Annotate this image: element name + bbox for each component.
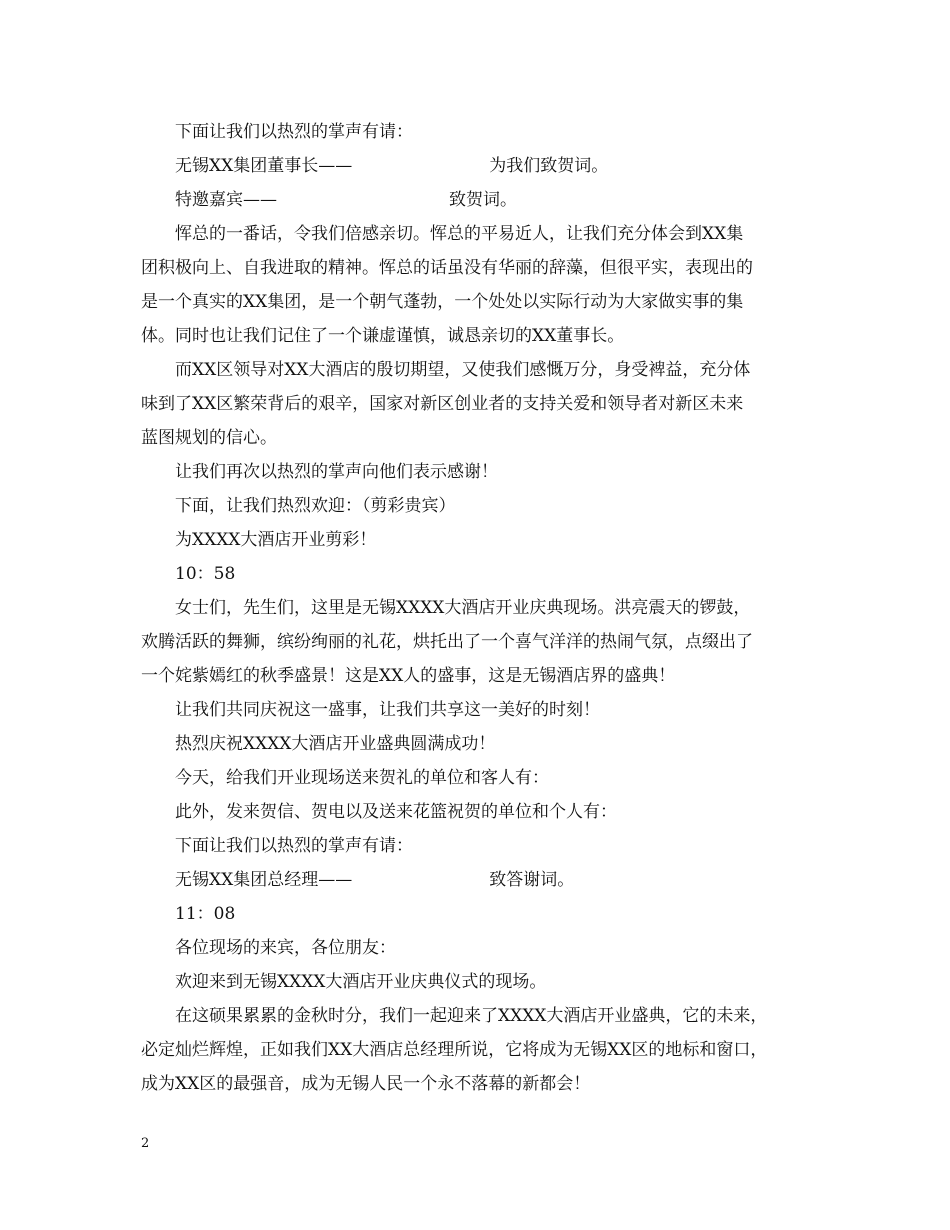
paragraph-line: 今天，给我们开业现场送来贺礼的单位和客人有： — [175, 768, 549, 788]
paragraph-line: 欢腾活跃的舞狮，缤纷绚丽的礼花，烘托出了一个喜气洋洋的热闹气氛，点缀出了 — [141, 632, 753, 652]
paragraph-line: 欢迎来到无锡XXXX大酒店开业庆典仪式的现场。 — [175, 972, 547, 992]
paragraph-line: 女士们，先生们，这里是无锡XXXX大酒店开业庆典现场。洪亮震天的锣鼓， — [175, 598, 751, 618]
paragraph-line: 在这硕果累累的金秋时分，我们一起迎来了XXXX大酒店开业盛典，它的未来， — [175, 1006, 768, 1026]
paragraph-line: 必定灿烂辉煌，正如我们XX大酒店总经理所说，它将成为无锡XX区的地标和窗口， — [141, 1040, 768, 1060]
paragraph-line: 一个姹紫嫣红的秋季盛景！这是XX人的盛事，这是无锡酒店界的盛典！ — [141, 666, 676, 686]
paragraph-line: 特邀嘉宾—— 致贺词。 — [175, 190, 517, 210]
paragraph-line: 是一个真实的XX集团，是一个朝气蓬勃，一个处处以实际行动为大家做实事的集 — [141, 292, 744, 312]
paragraph-line: 团积极向上、自我进取的精神。恽总的话虽没有华丽的辞藻，但很平实，表现出的 — [141, 258, 753, 278]
paragraph-line: 无锡XX集团董事长—— 为我们致贺词。 — [175, 156, 609, 176]
timestamp-line: 10：58 — [175, 564, 236, 584]
paragraph-line: 而XX区领导对XX大酒店的殷切期望，又使我们感慨万分，身受裨益，充分体 — [175, 360, 751, 380]
paragraph-line: 热烈庆祝XXXX大酒店开业盛典圆满成功！ — [175, 734, 496, 754]
paragraph-line: 下面让我们以热烈的掌声有请： — [175, 836, 413, 856]
timestamp-line: 11：08 — [175, 904, 236, 924]
paragraph-line: 下面让我们以热烈的掌声有请： — [175, 122, 413, 142]
paragraph-line: 为XXXX大酒店开业剪彩！ — [175, 530, 377, 550]
paragraph-line: 下面，让我们热烈欢迎：（剪彩贵宾） — [175, 496, 456, 516]
paragraph-line: 味到了XX区繁荣背后的艰辛，国家对新区创业者的支持关爱和领导者对新区未来 — [141, 394, 744, 414]
guest-title: 特邀嘉宾—— — [175, 190, 277, 210]
paragraph-line: 成为XX区的最强音，成为无锡人民一个永不落幕的新都会！ — [141, 1074, 591, 1094]
page-number: 2 — [141, 1136, 150, 1151]
paragraph-line: 让我们共同庆祝这一盛事，让我们共享这一美好的时刻！ — [175, 700, 600, 720]
paragraph-line: 无锡XX集团总经理—— 致答谢词。 — [175, 870, 575, 890]
paragraph-line: 恽总的一番话，令我们倍感亲切。恽总的平易近人，让我们充分体会到XX集 — [175, 224, 744, 244]
paragraph-line: 此外，发来贺信、贺电以及送来花篮祝贺的单位和个人有： — [175, 802, 617, 822]
paragraph-line: 让我们再次以热烈的掌声向他们表示感谢！ — [175, 462, 498, 482]
paragraph-line: 各位现场的来宾，各位朋友： — [175, 938, 396, 958]
general-manager-title: 无锡XX集团总经理—— — [175, 870, 353, 890]
document-body — [141, 115, 831, 1101]
paragraph-line: 蓝图规划的信心。 — [141, 428, 277, 448]
chairman-title: 无锡XX集团董事长—— — [175, 156, 353, 176]
paragraph-line: 体。同时也让我们记住了一个谦虚谨慎，诚恳亲切的XX董事长。 — [141, 326, 625, 346]
